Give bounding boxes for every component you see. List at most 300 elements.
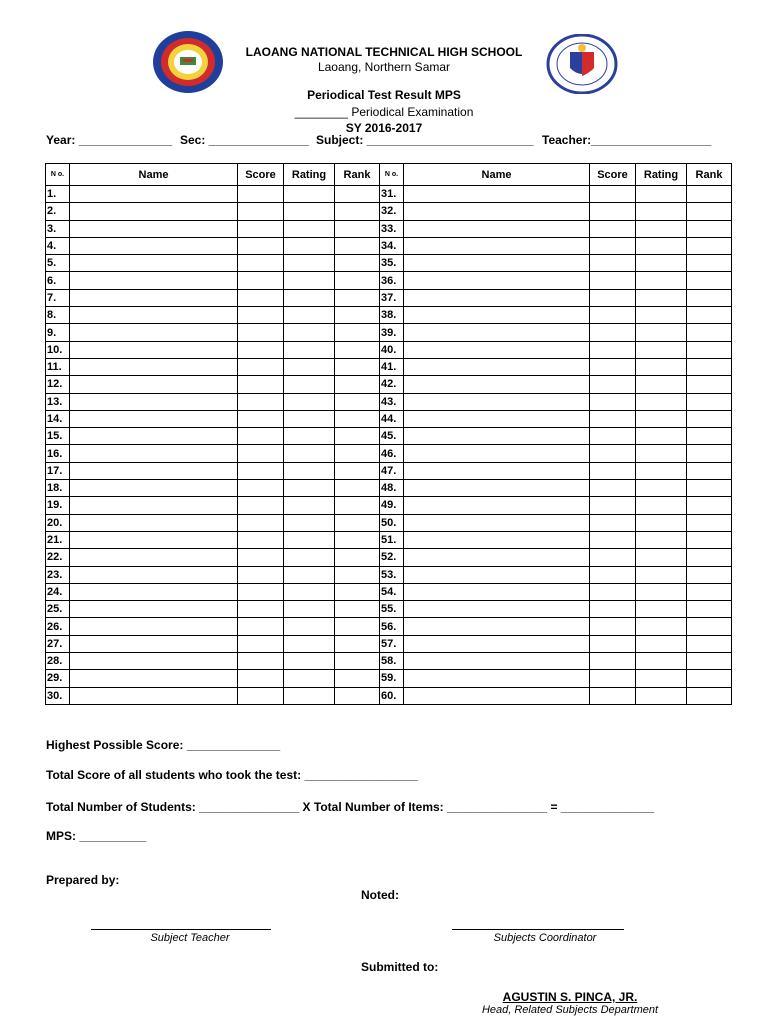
name-cell[interactable] bbox=[70, 497, 238, 514]
rating-cell[interactable] bbox=[636, 358, 687, 375]
name-cell[interactable] bbox=[404, 324, 590, 341]
name-cell[interactable] bbox=[404, 237, 590, 254]
rating-cell[interactable] bbox=[636, 428, 687, 445]
rating-cell[interactable] bbox=[636, 497, 687, 514]
rating-cell[interactable] bbox=[284, 220, 335, 237]
rank-cell[interactable] bbox=[687, 531, 732, 548]
row-number: 9. bbox=[46, 324, 70, 341]
rank-cell[interactable] bbox=[335, 220, 380, 237]
score-cell[interactable] bbox=[590, 203, 636, 220]
row-number: 32. bbox=[380, 203, 404, 220]
score-cell[interactable] bbox=[590, 376, 636, 393]
name-cell[interactable] bbox=[70, 307, 238, 324]
score-cell[interactable] bbox=[590, 635, 636, 652]
col-header-name: Name bbox=[70, 164, 238, 186]
rating-cell[interactable] bbox=[636, 410, 687, 427]
name-cell[interactable] bbox=[70, 514, 238, 531]
rank-cell[interactable] bbox=[687, 272, 732, 289]
row-number: 21. bbox=[46, 531, 70, 548]
row-number: 25. bbox=[46, 601, 70, 618]
score-cell[interactable] bbox=[590, 480, 636, 497]
name-cell[interactable] bbox=[70, 410, 238, 427]
rank-cell[interactable] bbox=[335, 324, 380, 341]
score-cell[interactable] bbox=[238, 635, 284, 652]
rank-cell[interactable] bbox=[335, 307, 380, 324]
score-cell[interactable] bbox=[238, 307, 284, 324]
name-cell[interactable] bbox=[404, 687, 590, 704]
name-cell[interactable] bbox=[70, 255, 238, 272]
rank-cell[interactable] bbox=[335, 549, 380, 566]
name-cell[interactable] bbox=[404, 255, 590, 272]
name-cell[interactable] bbox=[70, 635, 238, 652]
rating-cell[interactable] bbox=[636, 237, 687, 254]
rank-cell[interactable] bbox=[687, 497, 732, 514]
mps-line[interactable]: MPS: __________ bbox=[46, 829, 147, 843]
rank-cell[interactable] bbox=[335, 445, 380, 462]
rank-cell[interactable] bbox=[335, 186, 380, 203]
rating-cell[interactable] bbox=[636, 480, 687, 497]
row-number: 44. bbox=[380, 410, 404, 427]
rating-cell[interactable] bbox=[636, 376, 687, 393]
rating-cell[interactable] bbox=[284, 497, 335, 514]
rank-cell[interactable] bbox=[335, 566, 380, 583]
rating-cell[interactable] bbox=[284, 653, 335, 670]
rank-cell[interactable] bbox=[335, 376, 380, 393]
rank-cell[interactable] bbox=[335, 601, 380, 618]
score-cell[interactable] bbox=[238, 186, 284, 203]
row-number: 45. bbox=[380, 428, 404, 445]
row-number: 57. bbox=[380, 635, 404, 652]
name-cell[interactable] bbox=[70, 670, 238, 687]
rating-cell[interactable] bbox=[284, 376, 335, 393]
section-field[interactable]: Sec: _______________ bbox=[180, 133, 309, 147]
name-cell[interactable] bbox=[70, 445, 238, 462]
row-number: 26. bbox=[46, 618, 70, 635]
score-cell[interactable] bbox=[590, 566, 636, 583]
rank-cell[interactable] bbox=[687, 410, 732, 427]
rank-cell[interactable] bbox=[335, 341, 380, 358]
name-cell[interactable] bbox=[70, 324, 238, 341]
subject-teacher-signature-line[interactable] bbox=[91, 929, 271, 930]
rating-cell[interactable] bbox=[284, 203, 335, 220]
score-cell[interactable] bbox=[590, 653, 636, 670]
rating-cell[interactable] bbox=[284, 635, 335, 652]
score-cell[interactable] bbox=[238, 618, 284, 635]
rating-cell[interactable] bbox=[284, 428, 335, 445]
score-cell[interactable] bbox=[238, 358, 284, 375]
rank-cell[interactable] bbox=[687, 289, 732, 306]
rating-cell[interactable] bbox=[636, 670, 687, 687]
name-cell[interactable] bbox=[70, 531, 238, 548]
score-cell[interactable] bbox=[590, 358, 636, 375]
row-number: 49. bbox=[380, 497, 404, 514]
year-field[interactable]: Year: ______________ bbox=[46, 133, 173, 147]
school-name: LAOANG NATIONAL TECHNICAL HIGH SCHOOL bbox=[245, 45, 523, 59]
rank-cell[interactable] bbox=[335, 480, 380, 497]
rating-cell[interactable] bbox=[636, 583, 687, 600]
rating-cell[interactable] bbox=[284, 583, 335, 600]
score-cell[interactable] bbox=[238, 514, 284, 531]
score-cell[interactable] bbox=[238, 549, 284, 566]
name-cell[interactable] bbox=[404, 186, 590, 203]
rank-cell[interactable] bbox=[687, 237, 732, 254]
name-cell[interactable] bbox=[404, 220, 590, 237]
table-row bbox=[46, 220, 732, 237]
row-number: 39. bbox=[380, 324, 404, 341]
name-cell[interactable] bbox=[404, 497, 590, 514]
name-cell[interactable] bbox=[70, 237, 238, 254]
rank-cell[interactable] bbox=[687, 514, 732, 531]
rating-cell[interactable] bbox=[636, 186, 687, 203]
name-cell[interactable] bbox=[70, 341, 238, 358]
rank-cell[interactable] bbox=[335, 497, 380, 514]
score-cell[interactable] bbox=[238, 462, 284, 479]
info-fields-row bbox=[46, 133, 746, 149]
name-cell[interactable] bbox=[404, 410, 590, 427]
name-cell[interactable] bbox=[70, 220, 238, 237]
rating-cell[interactable] bbox=[636, 462, 687, 479]
rating-cell[interactable] bbox=[284, 531, 335, 548]
head-title: Head, Related Subjects Department bbox=[481, 1004, 659, 1016]
row-number: 35. bbox=[380, 255, 404, 272]
score-cell[interactable] bbox=[238, 324, 284, 341]
score-cell[interactable] bbox=[590, 670, 636, 687]
rating-cell[interactable] bbox=[284, 480, 335, 497]
name-cell[interactable] bbox=[404, 583, 590, 600]
score-cell[interactable] bbox=[590, 428, 636, 445]
score-cell[interactable] bbox=[590, 186, 636, 203]
score-cell[interactable] bbox=[590, 410, 636, 427]
rank-cell[interactable] bbox=[335, 410, 380, 427]
rating-cell[interactable] bbox=[284, 445, 335, 462]
score-cell[interactable] bbox=[590, 549, 636, 566]
name-cell[interactable] bbox=[404, 376, 590, 393]
rank-cell[interactable] bbox=[335, 255, 380, 272]
name-cell[interactable] bbox=[70, 601, 238, 618]
score-cell[interactable] bbox=[238, 289, 284, 306]
rating-cell[interactable] bbox=[284, 237, 335, 254]
score-cell[interactable] bbox=[590, 237, 636, 254]
rank-cell[interactable] bbox=[687, 307, 732, 324]
total-students-line[interactable]: Total Number of Students: _______________ X Total Number of Items: _______________ = ______________ bbox=[46, 800, 655, 814]
rank-cell[interactable] bbox=[687, 687, 732, 704]
rating-cell[interactable] bbox=[636, 687, 687, 704]
rating-cell[interactable] bbox=[284, 358, 335, 375]
rating-cell[interactable] bbox=[284, 341, 335, 358]
rating-cell[interactable] bbox=[284, 618, 335, 635]
name-cell[interactable] bbox=[404, 289, 590, 306]
rank-cell[interactable] bbox=[335, 531, 380, 548]
rating-cell[interactable] bbox=[284, 462, 335, 479]
row-number: 31. bbox=[380, 186, 404, 203]
rating-cell[interactable] bbox=[284, 687, 335, 704]
rating-cell[interactable] bbox=[284, 289, 335, 306]
score-cell[interactable] bbox=[238, 601, 284, 618]
name-cell[interactable] bbox=[70, 618, 238, 635]
row-number: 14. bbox=[46, 410, 70, 427]
score-cell[interactable] bbox=[238, 687, 284, 704]
rank-cell[interactable] bbox=[687, 203, 732, 220]
row-number: 20. bbox=[46, 514, 70, 531]
name-cell[interactable] bbox=[70, 186, 238, 203]
name-cell[interactable] bbox=[404, 635, 590, 652]
score-cell[interactable] bbox=[238, 237, 284, 254]
name-cell[interactable] bbox=[404, 428, 590, 445]
rank-cell[interactable] bbox=[687, 376, 732, 393]
rating-cell[interactable] bbox=[284, 272, 335, 289]
score-cell[interactable] bbox=[238, 410, 284, 427]
score-cell[interactable] bbox=[238, 445, 284, 462]
rank-cell[interactable] bbox=[335, 583, 380, 600]
score-cell[interactable] bbox=[590, 255, 636, 272]
score-cell[interactable] bbox=[238, 566, 284, 583]
rank-cell[interactable] bbox=[687, 393, 732, 410]
rating-cell[interactable] bbox=[636, 566, 687, 583]
rating-cell[interactable] bbox=[636, 601, 687, 618]
rank-cell[interactable] bbox=[687, 428, 732, 445]
score-cell[interactable] bbox=[238, 670, 284, 687]
score-cell[interactable] bbox=[238, 497, 284, 514]
rank-cell[interactable] bbox=[335, 203, 380, 220]
name-cell[interactable] bbox=[70, 566, 238, 583]
name-cell[interactable] bbox=[404, 358, 590, 375]
row-number: 2. bbox=[46, 203, 70, 220]
rating-cell[interactable] bbox=[284, 601, 335, 618]
row-number: 56. bbox=[380, 618, 404, 635]
name-cell[interactable] bbox=[404, 307, 590, 324]
name-cell[interactable] bbox=[70, 272, 238, 289]
name-cell[interactable] bbox=[404, 341, 590, 358]
rating-cell[interactable] bbox=[636, 393, 687, 410]
row-number: 42. bbox=[380, 376, 404, 393]
score-cell[interactable] bbox=[238, 480, 284, 497]
rating-cell[interactable] bbox=[636, 531, 687, 548]
table-row bbox=[46, 289, 732, 306]
rank-cell[interactable] bbox=[335, 514, 380, 531]
score-cell[interactable] bbox=[590, 445, 636, 462]
rank-cell[interactable] bbox=[687, 324, 732, 341]
name-cell[interactable] bbox=[404, 531, 590, 548]
rank-cell[interactable] bbox=[335, 635, 380, 652]
submitted-to-label: Submitted to: bbox=[361, 960, 439, 974]
name-cell[interactable] bbox=[70, 428, 238, 445]
name-cell[interactable] bbox=[404, 445, 590, 462]
rating-cell[interactable] bbox=[636, 289, 687, 306]
score-cell[interactable] bbox=[590, 220, 636, 237]
rating-cell[interactable] bbox=[636, 203, 687, 220]
name-cell[interactable] bbox=[70, 289, 238, 306]
rank-cell[interactable] bbox=[687, 601, 732, 618]
name-cell[interactable] bbox=[404, 203, 590, 220]
name-cell[interactable] bbox=[70, 583, 238, 600]
rating-cell[interactable] bbox=[284, 393, 335, 410]
table-row bbox=[46, 410, 732, 427]
score-cell[interactable] bbox=[238, 272, 284, 289]
name-cell[interactable] bbox=[70, 203, 238, 220]
coordinator-signature-line[interactable] bbox=[452, 929, 624, 930]
rating-cell[interactable] bbox=[284, 255, 335, 272]
row-number: 29. bbox=[46, 670, 70, 687]
rank-cell[interactable] bbox=[335, 237, 380, 254]
rank-cell[interactable] bbox=[687, 653, 732, 670]
table-row bbox=[46, 341, 732, 358]
rank-cell[interactable] bbox=[687, 583, 732, 600]
table-row bbox=[46, 635, 732, 652]
row-number: 13. bbox=[46, 393, 70, 410]
rating-cell[interactable] bbox=[284, 307, 335, 324]
score-cell[interactable] bbox=[590, 341, 636, 358]
score-cell[interactable] bbox=[590, 618, 636, 635]
score-cell[interactable] bbox=[590, 601, 636, 618]
rank-cell[interactable] bbox=[687, 358, 732, 375]
name-cell[interactable] bbox=[404, 514, 590, 531]
results-table bbox=[45, 163, 732, 705]
row-number: 17. bbox=[46, 462, 70, 479]
score-cell[interactable] bbox=[590, 687, 636, 704]
rating-cell[interactable] bbox=[636, 445, 687, 462]
rating-cell[interactable] bbox=[636, 272, 687, 289]
score-cell[interactable] bbox=[590, 272, 636, 289]
score-cell[interactable] bbox=[590, 583, 636, 600]
name-cell[interactable] bbox=[404, 653, 590, 670]
name-cell[interactable] bbox=[70, 653, 238, 670]
score-cell[interactable] bbox=[590, 514, 636, 531]
rank-cell[interactable] bbox=[687, 549, 732, 566]
name-cell[interactable] bbox=[404, 462, 590, 479]
rank-cell[interactable] bbox=[335, 272, 380, 289]
rating-cell[interactable] bbox=[284, 324, 335, 341]
rank-cell[interactable] bbox=[335, 358, 380, 375]
row-number: 5. bbox=[46, 255, 70, 272]
score-cell[interactable] bbox=[590, 393, 636, 410]
rank-cell[interactable] bbox=[335, 428, 380, 445]
rank-cell[interactable] bbox=[335, 289, 380, 306]
score-cell[interactable] bbox=[590, 324, 636, 341]
rating-cell[interactable] bbox=[636, 220, 687, 237]
rating-cell[interactable] bbox=[636, 653, 687, 670]
name-cell[interactable] bbox=[404, 566, 590, 583]
name-cell[interactable] bbox=[70, 687, 238, 704]
rank-cell[interactable] bbox=[687, 462, 732, 479]
name-cell[interactable] bbox=[404, 393, 590, 410]
rank-cell[interactable] bbox=[687, 445, 732, 462]
rating-cell[interactable] bbox=[636, 549, 687, 566]
score-cell[interactable] bbox=[238, 531, 284, 548]
name-cell[interactable] bbox=[70, 462, 238, 479]
col-header-no: N o. bbox=[46, 164, 70, 186]
school-year: SY 2016-2017 bbox=[345, 121, 423, 135]
rank-cell[interactable] bbox=[687, 186, 732, 203]
score-cell[interactable] bbox=[590, 289, 636, 306]
table-row bbox=[46, 670, 732, 687]
score-cell[interactable] bbox=[238, 220, 284, 237]
name-cell[interactable] bbox=[404, 480, 590, 497]
rank-cell[interactable] bbox=[335, 393, 380, 410]
name-cell[interactable] bbox=[404, 272, 590, 289]
name-cell[interactable] bbox=[70, 376, 238, 393]
score-cell[interactable] bbox=[590, 462, 636, 479]
name-cell[interactable] bbox=[70, 480, 238, 497]
name-cell[interactable] bbox=[404, 618, 590, 635]
score-cell[interactable] bbox=[238, 376, 284, 393]
rating-cell[interactable] bbox=[284, 670, 335, 687]
name-cell[interactable] bbox=[404, 670, 590, 687]
rank-cell[interactable] bbox=[687, 635, 732, 652]
name-cell[interactable] bbox=[70, 393, 238, 410]
row-number: 1. bbox=[46, 186, 70, 203]
total-score-line[interactable]: Total Score of all students who took the test: _________________ bbox=[46, 768, 418, 782]
rating-cell[interactable] bbox=[636, 324, 687, 341]
rank-cell[interactable] bbox=[687, 255, 732, 272]
table-row bbox=[46, 324, 732, 341]
col-header-rating: Rating bbox=[284, 164, 335, 186]
rank-cell[interactable] bbox=[335, 618, 380, 635]
name-cell[interactable] bbox=[70, 549, 238, 566]
rank-cell[interactable] bbox=[335, 653, 380, 670]
school-address: Laoang, Northern Samar bbox=[317, 60, 451, 74]
score-cell[interactable] bbox=[238, 583, 284, 600]
score-cell[interactable] bbox=[590, 497, 636, 514]
rank-cell[interactable] bbox=[687, 480, 732, 497]
rating-cell[interactable] bbox=[636, 514, 687, 531]
score-cell[interactable] bbox=[238, 428, 284, 445]
table-row bbox=[46, 462, 732, 479]
score-cell[interactable] bbox=[590, 307, 636, 324]
rating-cell[interactable] bbox=[636, 341, 687, 358]
col-header-rating: Rating bbox=[636, 164, 687, 186]
score-cell[interactable] bbox=[238, 255, 284, 272]
rank-cell[interactable] bbox=[687, 618, 732, 635]
rank-cell[interactable] bbox=[335, 670, 380, 687]
rating-cell[interactable] bbox=[636, 307, 687, 324]
name-cell[interactable] bbox=[404, 601, 590, 618]
subject-field[interactable]: Subject: _________________________ bbox=[316, 133, 534, 147]
rank-cell[interactable] bbox=[687, 566, 732, 583]
row-number: 55. bbox=[380, 601, 404, 618]
table-row bbox=[46, 428, 732, 445]
teacher-field[interactable]: Teacher:__________________ bbox=[542, 133, 712, 147]
table-row bbox=[46, 255, 732, 272]
row-number: 38. bbox=[380, 307, 404, 324]
row-number: 53. bbox=[380, 566, 404, 583]
rank-cell[interactable] bbox=[335, 687, 380, 704]
rank-cell[interactable] bbox=[687, 670, 732, 687]
score-cell[interactable] bbox=[238, 341, 284, 358]
highest-possible-score[interactable]: Highest Possible Score: ______________ bbox=[46, 738, 281, 752]
rating-cell[interactable] bbox=[284, 186, 335, 203]
rank-cell[interactable] bbox=[687, 341, 732, 358]
rank-cell[interactable] bbox=[335, 462, 380, 479]
rating-cell[interactable] bbox=[284, 514, 335, 531]
col-header-score: Score bbox=[590, 164, 636, 186]
rating-cell[interactable] bbox=[636, 618, 687, 635]
name-cell[interactable] bbox=[70, 358, 238, 375]
score-cell[interactable] bbox=[238, 203, 284, 220]
row-number: 10. bbox=[46, 341, 70, 358]
name-cell[interactable] bbox=[404, 549, 590, 566]
rating-cell[interactable] bbox=[636, 635, 687, 652]
rating-cell[interactable] bbox=[284, 549, 335, 566]
score-cell[interactable] bbox=[590, 531, 636, 548]
col-header-score: Score bbox=[238, 164, 284, 186]
rank-cell[interactable] bbox=[687, 220, 732, 237]
rating-cell[interactable] bbox=[284, 410, 335, 427]
score-cell[interactable] bbox=[238, 653, 284, 670]
rating-cell[interactable] bbox=[636, 255, 687, 272]
table-row bbox=[46, 514, 732, 531]
rating-cell[interactable] bbox=[284, 566, 335, 583]
score-cell[interactable] bbox=[238, 393, 284, 410]
